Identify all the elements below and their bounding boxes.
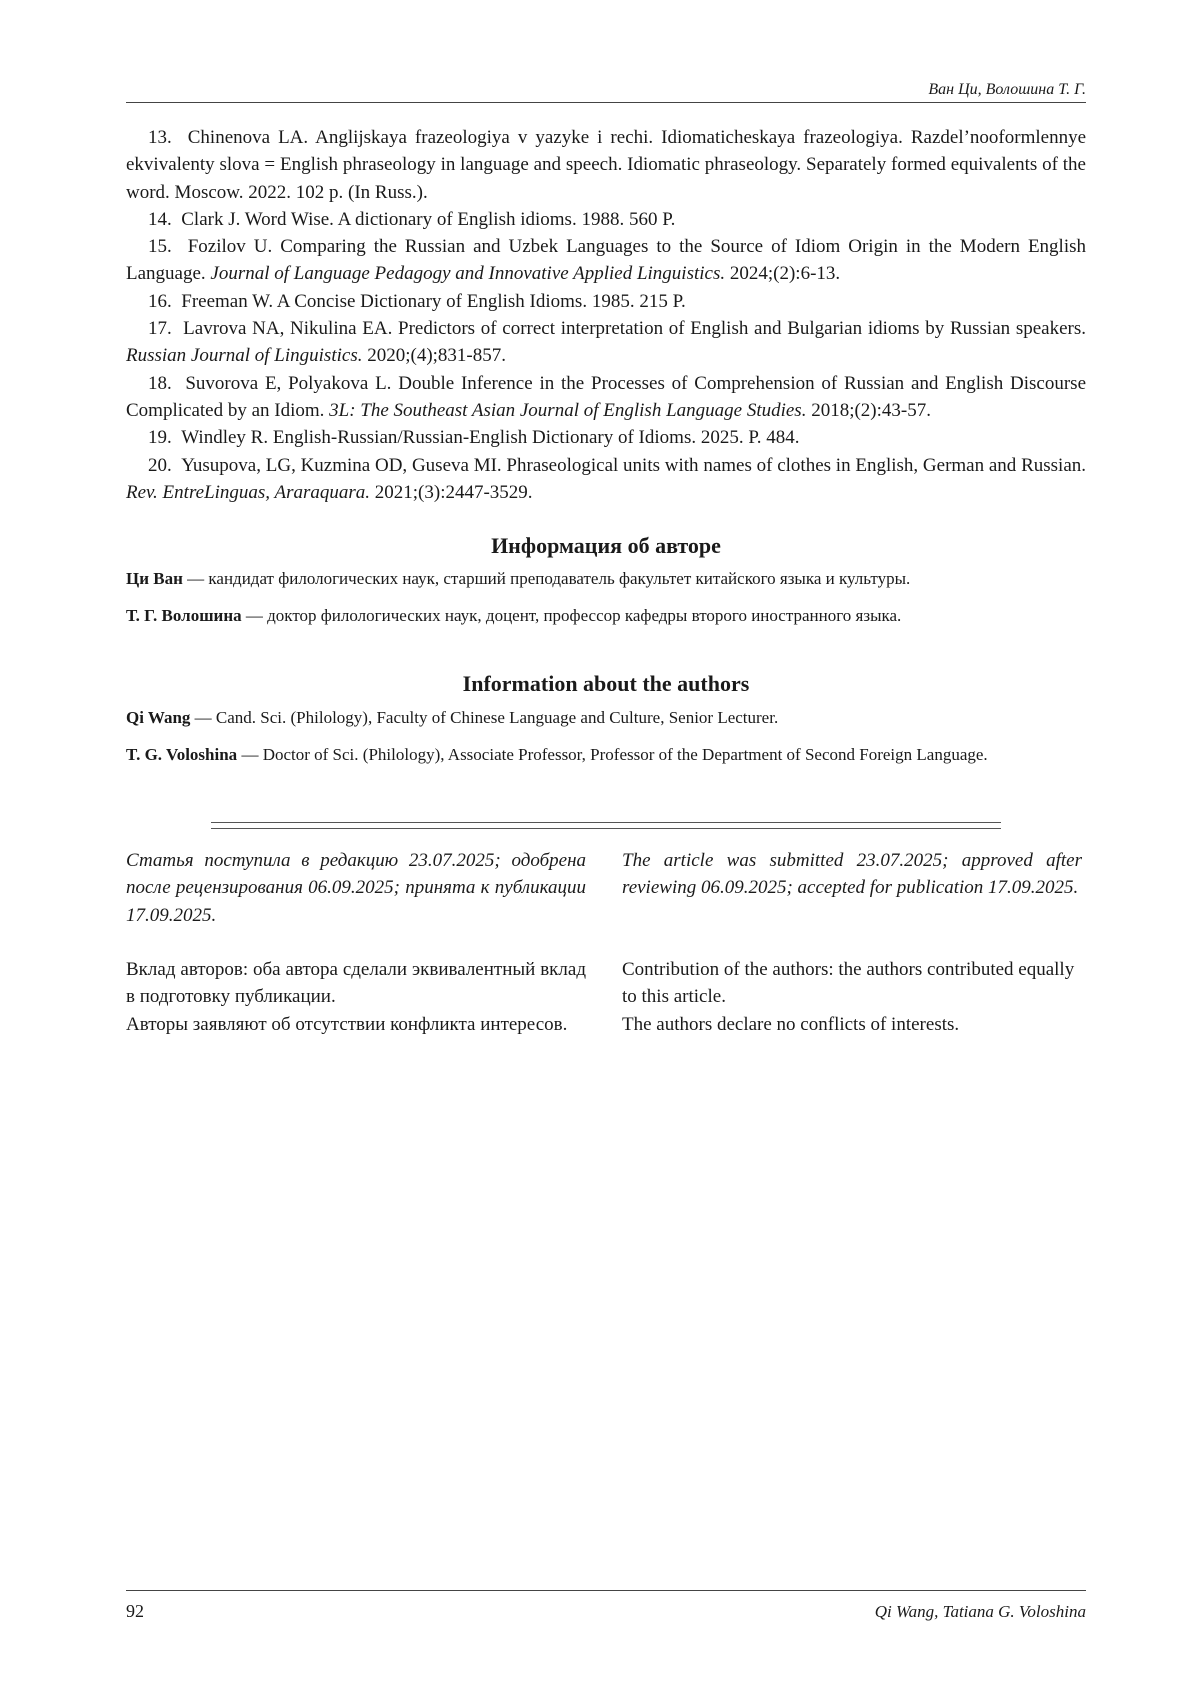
author-name: T. G. Voloshina <box>126 745 238 764</box>
reference-text: Yusupova, LG, Kuzmina OD, Guseva MI. Phraseological units with names of clothes in English, German and Russian. <box>181 454 1086 476</box>
reference-item <box>126 124 1086 206</box>
reference-item <box>126 233 1086 288</box>
running-header: Ван Ци, Волошина Т. Г. <box>126 80 1086 103</box>
author-name: Ци Ван <box>126 569 183 588</box>
dates-text-ru: Статья поступила в редакцию 23.07.2025; одобрена после рецензирования 06.09.2025; принята к публикации 17.09.2025. <box>126 850 586 926</box>
reference-journal: Journal of Language Pedagogy and Innovative Applied Linguistics. <box>210 263 726 285</box>
reference-tail: 2020;(4);831-857. <box>362 345 507 367</box>
author-description: — кандидат филологических наук, старший преподаватель факультет китайского языка и культуры. <box>182 569 911 588</box>
author-entry <box>126 705 1086 730</box>
reference-number: 13. <box>148 127 172 148</box>
reference-number: 14. <box>148 208 172 230</box>
submission-dates-en <box>622 847 1082 902</box>
author-entry <box>126 742 1086 767</box>
reference-text: Suvorova E, Polyakova L. Double Inference in the Processes of Comprehension of Russian and English Discourse Complicated by an Idiom. <box>126 372 1086 421</box>
reference-journal: Russian Journal of Linguistics. <box>126 345 363 367</box>
reference-text: Windley R. English-Russian/Russian-English Dictionary of Idioms. 2025. P. 484. <box>181 427 800 449</box>
journal-page <box>126 0 1086 1697</box>
author-description: — доктор филологических наук, доцент, профессор кафедры второго иностранного языка. <box>241 606 902 625</box>
contribution-text-ru: Вклад авторов: оба автора сделали эквивалентный вклад в подготовку публикации. <box>126 959 586 1008</box>
footer-rule <box>126 1590 1086 1591</box>
reference-number: 17. <box>148 318 172 340</box>
reference-text: Freeman W. A Concise Dictionary of English Idioms. 1985. 215 P. <box>181 290 686 312</box>
footer-authors: Qi Wang, Tatiana G. Voloshina <box>874 1602 1086 1621</box>
reference-item <box>126 288 1086 315</box>
reference-text: Lavrova NA, Nikulina EA. Predictors of correct interpretation of English and Bulgarian idioms by Russian speakers. <box>183 318 1086 340</box>
reference-item <box>126 424 1086 451</box>
reference-tail: 2018;(2):43-57. <box>806 399 931 421</box>
reference-item <box>126 452 1086 507</box>
author-info-title-ru: Информация об авторе <box>491 533 721 558</box>
reference-number: 15. <box>148 236 172 258</box>
reference-item <box>126 370 1086 425</box>
reference-text: Fozilov U. Comparing the Russian and Uzbek Languages to the Source of Idiom Origin in the Modern English Language. <box>126 236 1087 285</box>
reference-journal: 3L: The Southeast Asian Journal of English Language Studies. <box>329 399 807 421</box>
contribution-text-en: Contribution of the authors: the authors contributed equally to this article. <box>622 959 1075 1008</box>
author-info-title-en: Information about the authors <box>462 671 750 696</box>
contribution-ru <box>126 956 586 1038</box>
reference-journal: Rev. EntreLinguas, Araraquara. <box>126 481 371 503</box>
reference-tail: 2021;(3):2447-3529. <box>370 481 533 503</box>
page-number: 92 <box>126 1601 144 1621</box>
reference-list <box>126 124 1086 506</box>
reference-text: Chinenova LA. Anglijskaya frazeologiya v yazyke i rechi. Idiomaticheskaya frazeologiya. Razdel’nooformlennye ekvivalenty slova = English phraseology in language and speech. Idiomatic phraseology. Separately formed equivalents of the word. Moscow. 2022. 102 p. (In Russ.). <box>126 127 1086 203</box>
author-info-en <box>126 705 1086 767</box>
author-entry <box>126 603 1086 628</box>
author-description: — Cand. Sci. (Philology), Faculty of Chinese Language and Culture, Senior Lecturer. <box>190 708 779 727</box>
contribution-en <box>622 956 1082 1038</box>
author-name: Т. Г. Волошина <box>126 606 242 625</box>
reference-number: 19. <box>148 427 172 449</box>
conflicts-text-en: The authors declare no conflicts of interests. <box>622 1013 960 1035</box>
submission-dates-ru <box>126 847 586 929</box>
reference-number: 16. <box>148 290 172 312</box>
author-entry <box>126 566 1086 591</box>
author-description: — Doctor of Sci. (Philology), Associate Professor, Professor of the Department of Second Foreign Language. <box>237 745 988 764</box>
dates-text-en: The article was submitted 23.07.2025; approved after reviewing 06.09.2025; accepted for publication 17.09.2025. <box>622 850 1082 899</box>
author-name: Qi Wang <box>126 708 191 727</box>
reference-item <box>126 206 1086 233</box>
reference-number: 18. <box>148 372 172 394</box>
reference-item <box>126 315 1086 370</box>
reference-number: 20. <box>148 454 172 476</box>
reference-text: Clark J. Word Wise. A dictionary of English idioms. 1988. 560 P. <box>181 208 676 230</box>
conflicts-text-ru: Авторы заявляют об отсутствии конфликта интересов. <box>126 1013 568 1035</box>
section-divider <box>211 822 1001 829</box>
reference-tail: 2024;(2):6-13. <box>725 263 841 285</box>
author-info-ru <box>126 566 1086 628</box>
